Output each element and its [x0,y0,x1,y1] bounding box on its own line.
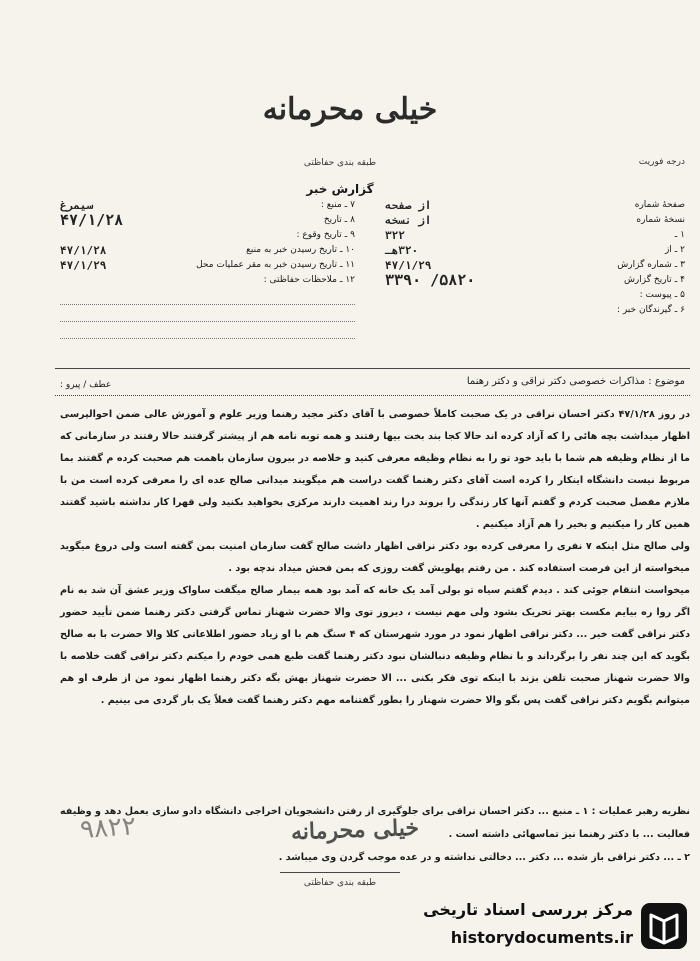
blank-line [60,305,355,322]
field-label: ۸ ـ تاریخ [323,215,355,225]
field-label: نسخهٔ شماره [636,215,685,225]
top-secret-stamp: خیلی محرمانه [262,92,438,127]
field-value: از صفحه [385,199,432,212]
field-received-hq [60,258,355,273]
field-label: ۹ ـ تاریخ وقوع : [296,230,355,240]
field-label: ۳ ـ شماره گزارش [617,260,685,270]
classification-label-top: طبقه بندی حفاظتی [303,158,377,168]
field-value: سیمرغ [60,199,94,212]
subject-line: موضوع : مذاکرات خصوصی دکتر نراقی و دکتر رهنما [466,376,685,387]
field-value: ۴۷/۱/۲۸ [60,211,124,229]
field-from [385,243,685,258]
field-security-notes [60,273,355,288]
field-value: ۴۷/۱/۲۹ [60,259,107,272]
field-value: از نسخه [385,214,432,227]
divider [280,872,400,873]
archive-name: مرکز بررسی اسناد تاریخی [423,900,633,919]
field-value: ۴۷/۱/۲۹ [385,259,432,272]
field-label: ۱۰ ـ تاریخ رسیدن خبر به منبع [246,245,355,255]
field-label: ۲ ـ از [664,245,685,255]
field-received-source [60,243,355,258]
watermark-logo [418,896,693,958]
field-page-number [385,198,685,213]
classification-label-bottom: طبقه بندی حفاظتی [303,878,377,888]
body-paragraph: در روز ۴۷/۱/۲۸ دکتر احسان نراقی در یک صحبت کاملاً خصوصی با آقای دکتر مجید رهنما وزیر علوم و آموزش عالی ضمن احوالپرسی اظهار میداشت بچه هائی را که آزاد کرده اند حالا کجا بند بخت بیها رفتند و همه توبه نامه هم از پیشتر گرفتند حالا رفتند در سازمانی که ما از نظام وظیفه هم شما با باید خود تو را به نظام وظیفه معرفی کنید و خلاصه در بیرون سازمان باهمت هم صحبت کرده م گفتند بما مربوط نیست دانشگاه اینکار را کرده است آقای دکتر رهنما گفت دراست هم میگویند میدانی صالح عده ای را معرفی کرده است من با ملازم مفصل صحبت کردم و گفتم آنها کار زندگی را بروند درا رند اهمیت دارند مرکزی بخواهید بکنید ولی قهرا کار نداشته باشید گفتند همین کار را میکنیم و بخیر را هم آزاد میکنیم . [60,409,691,530]
field-label: ۴ ـ تاریخ گزارش [623,275,685,285]
field-date [60,213,355,228]
field-report-date [385,273,685,288]
blank-line [60,288,355,305]
urgency-label: درجه فوریت [638,157,685,167]
field-attachment [385,288,685,303]
field-label: ۱۲ ـ ملاحظات حفاظتی : [263,275,355,285]
following-label: عطف / پیرو : [60,380,112,390]
field-copy-number [385,213,685,228]
body-paragraph: ولی صالح مثل اینکه ۷ نفری را معرفی کرده بود دکتر نراقی اظهار داشت صالح گفت سازمان امنیت بمن گفته است ولی دروغ میگوید میخواسته از این فرصت استفاده کند . من رفتم پهلویش گفت روزی که بمن فحش میداد ندچه بود . [60,541,690,574]
field-value: ۵۸۲۰/ ۳۳۹۰ [385,271,476,289]
divider [55,395,690,396]
opinion-line: ۲ ـ ... دکتر نراقی باز شده ... دکتر ... دخالتی نداشته و در عده موجب گردن وی میباشد . [278,852,690,863]
report-body [60,404,690,712]
field-value: ۳۲۰هـ [385,244,419,257]
opinion-line: نظریه رهبر عملیات : ۱ ـ منبع ... دکتر احسان نراقی برای جلوگیری از رفتن دانشجویان اخراجی دانشگاه دادو سازی بعمل دهد و وظیفه فعالیت ... با دکتر رهنما نیز تماسهائی داشته است . [59,806,690,840]
field-label: ۶ ـ گیرندگان خبر : [616,305,685,315]
handwritten-number: ۹۸۲۲ [79,811,137,846]
field-label: ۱۱ ـ تاریخ رسیدن خبر به مقر عملیات محل [196,260,355,270]
divider [55,368,690,369]
field-label: ۵ ـ پیوست : [639,290,685,300]
field-recipients [385,303,685,318]
field-label: صفحهٔ شماره [634,200,685,210]
book-logo-icon [639,901,689,951]
field-label: ۷ ـ منبع : [320,200,355,210]
field-value: ۳۲۲ [385,229,405,242]
report-title: گزارش خبر [306,182,374,196]
left-fields [60,198,355,339]
field-value: ۴۷/۱/۲۸ [60,244,107,257]
blank-line [60,322,355,339]
archive-url: historydocuments.ir [450,928,633,947]
right-fields [385,198,685,318]
field-label: ۱ ـ [674,230,685,240]
field-occurrence-date [60,228,355,243]
field-to [385,228,685,243]
bottom-secret-stamp: خیلی محرمانه [290,814,420,846]
body-paragraph: میخواست انتقام جوئی کند . دیدم گفتم سیاه تو بولی آمد یک خانه که آمد بود همه بیمار صالح میگفت ساواک وزیر عشق آن شد به نام اگر روا ره بیایم مکست بهتر تحریک بشود ولی مهم نیست ، دیروز توی والا حضرت شهناز تماس گرفتی دکتر رهنما ضمن تأیید حضور دکتر نراقی گفت خیر ... دکتر نراقی اظهار نمود در مورد شهرستان که ۴ سنگ هم با او زیاد حضور اطلاعاتی کلا والا حضرت با به صالح بگوید که این چند نفر را برگرداند و با نظام وظیفه دنبالشان نبود دکتر رهنما گفت طبع همی خودم را میکنم دکتر نراقی گفت خلاصه با والا حضرت شهناز صحبت تلفن بزند با اینکه توی فکر بکنی ... الا حضرت شهناز بهش بگه دکتر رهنما اظهار نمود من از طرف او هم میتوانم بگویم دکتر نراقی گفت پس بگو والا حضرت شهناز را بطور گفتنامه مهم دکتر رهنما گفت فعلاً یک بار گردی می بینیم . [60,585,691,706]
